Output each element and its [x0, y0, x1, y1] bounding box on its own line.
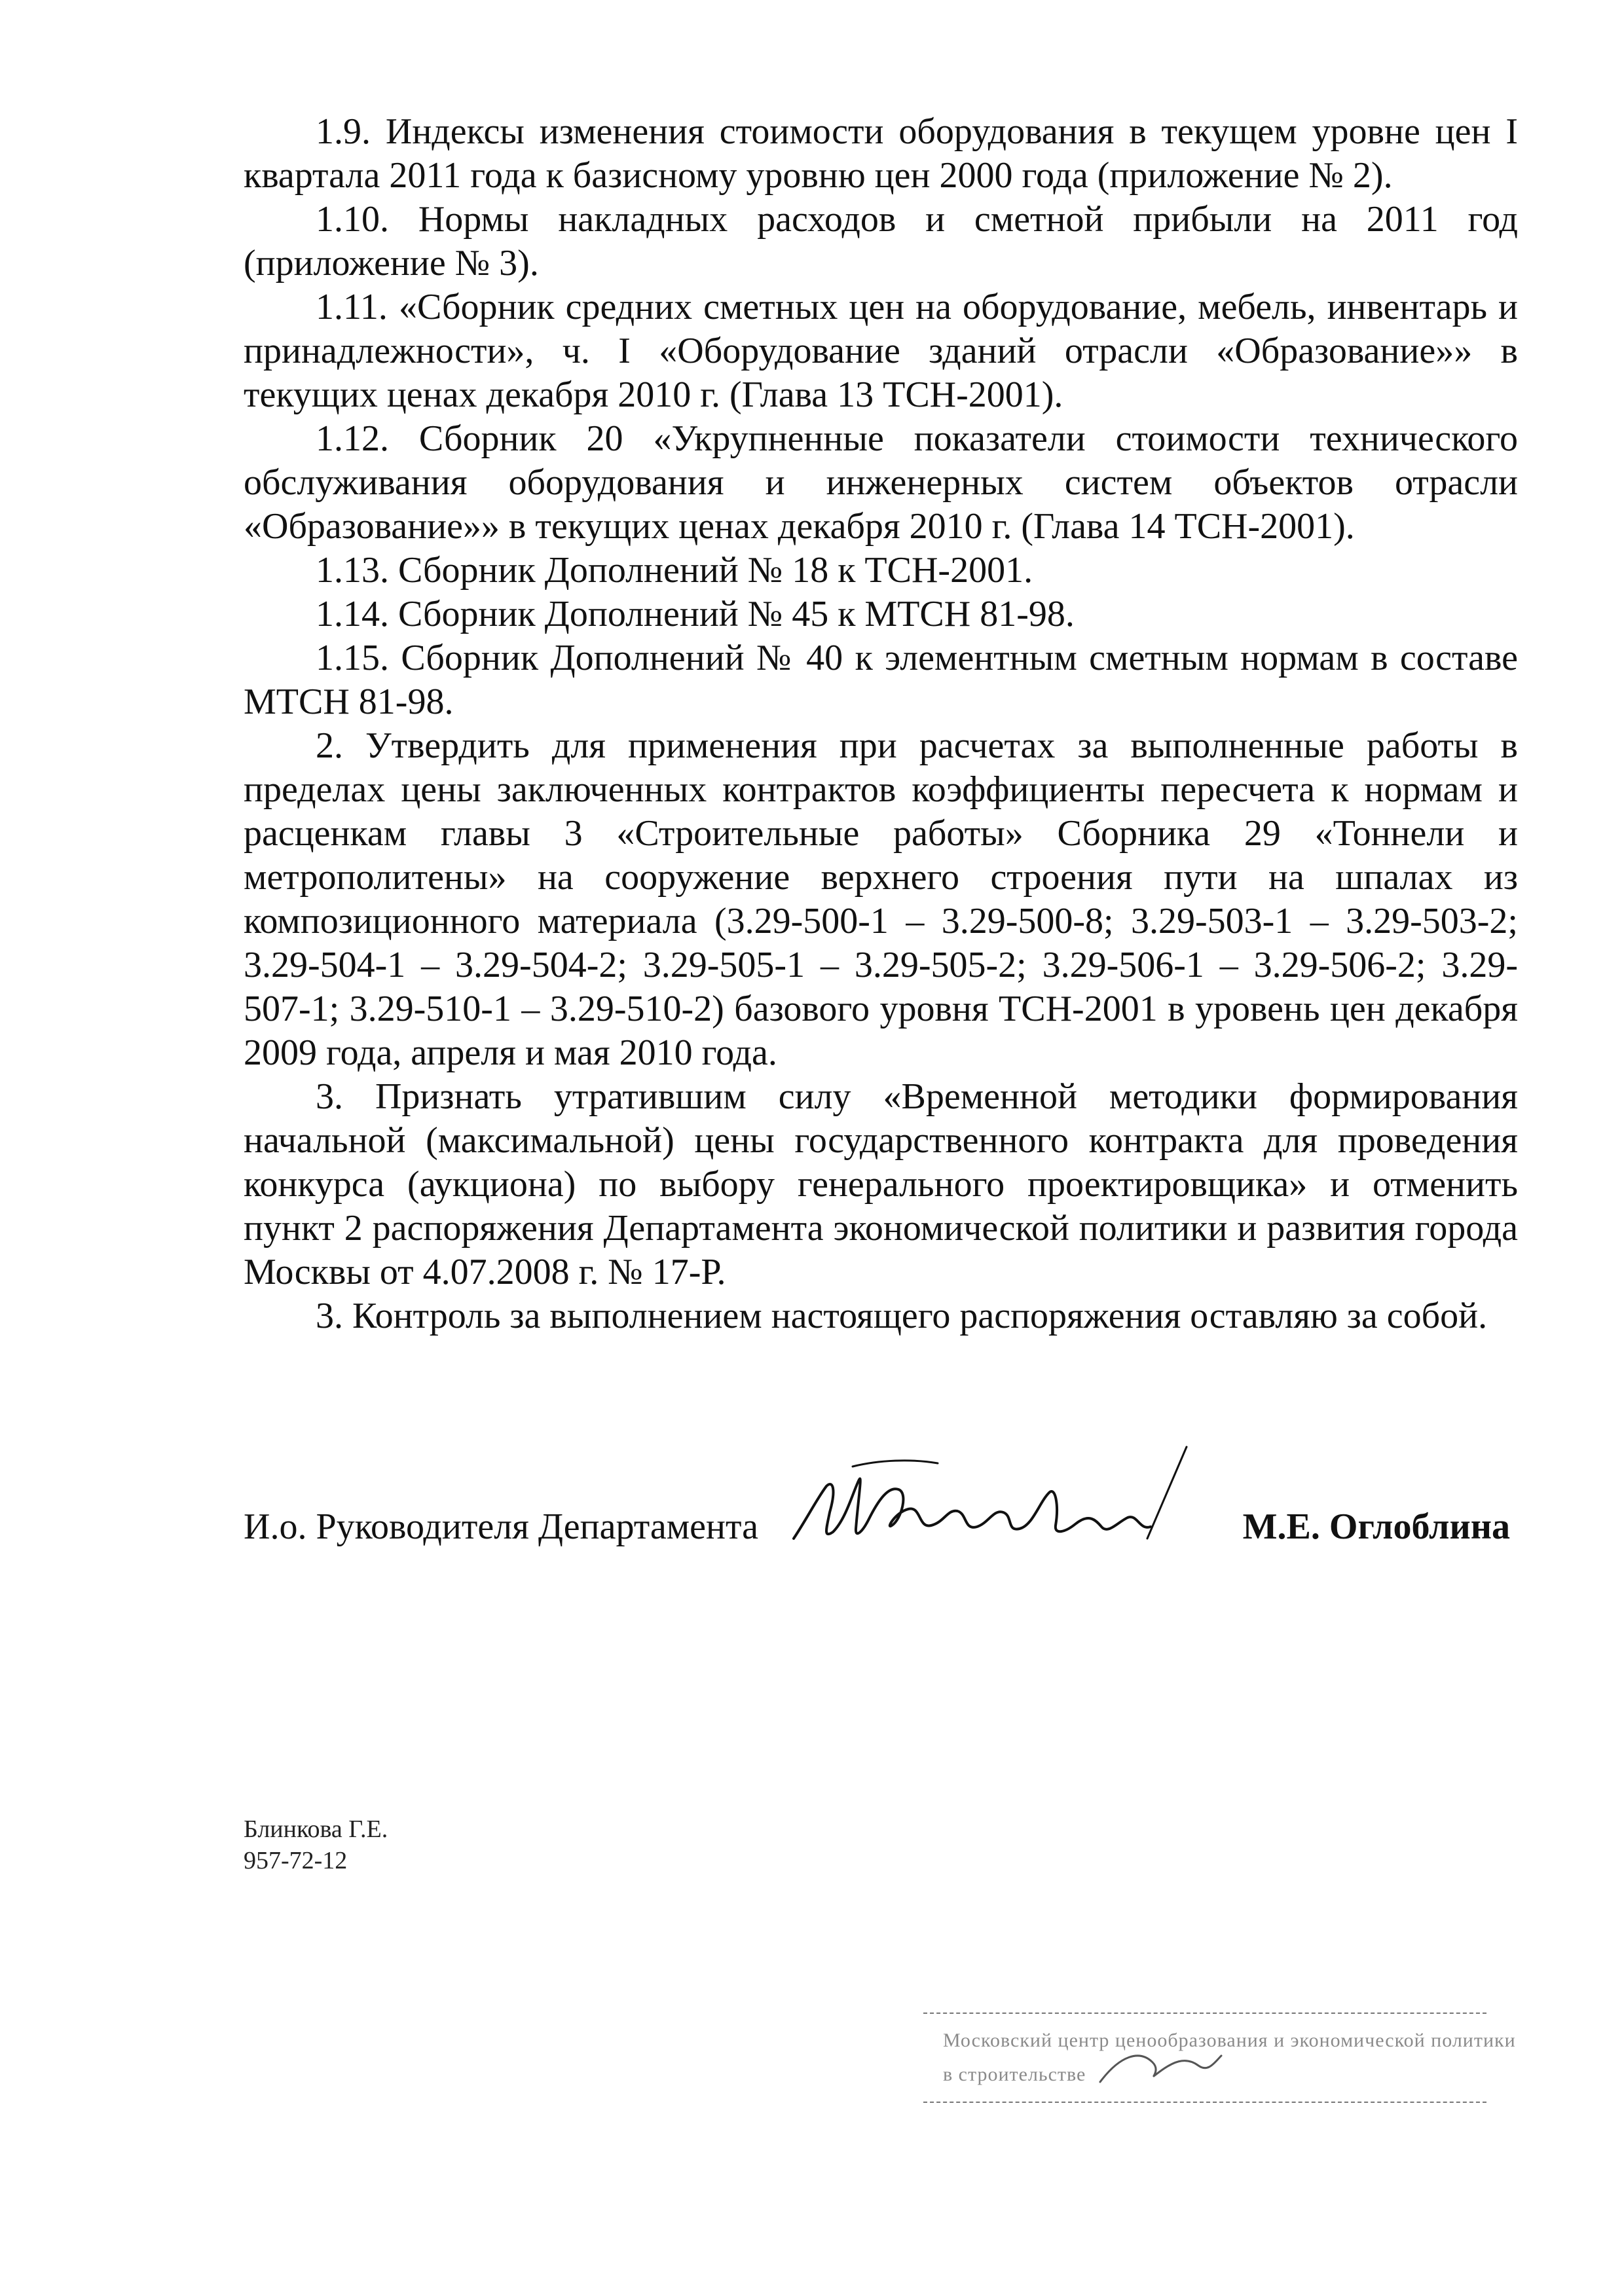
paragraph-1-9: 1.9. Индексы изменения стоимости оборудования в текущем уровне цен I квартала 2011 года к базисному уровню цен 2000 года (приложение № 2).: [244, 111, 1518, 196]
signer-title: И.о. Руководителя Департамента: [244, 1506, 758, 1547]
paragraph-1-14: 1.14. Сборник Дополнений № 45 к МТСН 81-98.: [316, 594, 1075, 634]
paragraph-2: 2. Утвердить для применения при расчетах за выполненные работы в пределах цены заключенных контрактов коэффициенты пересчета к нормам и расценкам главы 3 «Строительные работы» Сборника 29 «Тоннели и метрополитены» на сооружение верхнего строения пути на шпалах из композиционного материала (3.29-500-1 – 3.29-500-8; 3.29-503-1 – 3.29-503-2; 3.29-504-1 – 3.29-504-2; 3.29-505-1 – 3.29-505-2; 3.29-506-1 – 3.29-506-2; 3.29-507-1; 3.29-510-1 – 3.29-510-2) базового уровня ТСН-2001 в уровень цен декабря 2009 года, апреля и мая 2010 года.: [244, 725, 1518, 1073]
paragraph-1-11: 1.11. «Сборник средних сметных цен на оборудование, мебель, инвентарь и принадлежности», ч. I «Оборудование зданий отрасли «Образование»» в текущих ценах декабря 2010 г. (Глава 13 ТСН-2001).: [244, 287, 1518, 415]
registration-stamp: [923, 2010, 1516, 2108]
paragraph-1-10: 1.10. Нормы накладных расходов и сметной прибыли на 2011 год (приложение № 3).: [244, 199, 1518, 283]
paragraph-3-control: 3. Контроль за выполнением настоящего распоряжения оставляю за собой.: [316, 1296, 1488, 1336]
stamp-line-2: в строительстве: [943, 2064, 1086, 2085]
paragraph-3-revoke: 3. Признать утратившим силу «Временной методики формирования начальной (максимальной) цены государственного контракта для проведения конкурса (аукциона) по выбору генерального проектировщика» и отменить пункт 2 распоряжения Департамента экономической политики и развития города Москвы от 4.07.2008 г. № 17-Р.: [244, 1076, 1518, 1292]
paragraph-1-13: 1.13. Сборник Дополнений № 18 к ТСН-2001.: [316, 550, 1033, 591]
executor-phone: 957-72-12: [244, 1847, 348, 1874]
executor-name: Блинкова Г.Е.: [244, 1815, 388, 1843]
stamp-signature: [1094, 2036, 1225, 2095]
stamp-line-1: Московский центр ценообразования и экономической политики: [943, 2030, 1516, 2051]
document-body: [244, 110, 1518, 1338]
signer-name: М.Е. Оглоблина: [1242, 1506, 1510, 1547]
signature-block: [244, 1480, 1518, 1571]
executor-info: [244, 1813, 388, 1876]
stamp-top-line: [923, 2013, 1486, 2014]
paragraph-1-12: 1.12. Сборник 20 «Укрупненные показатели стоимости технического обслуживания оборудования и инженерных систем объектов отрасли «Образование»» в текущих ценах декабря 2010 г. (Глава 14 ТСН-2001).: [244, 418, 1518, 547]
handwritten-signature: [781, 1440, 1200, 1571]
stamp-bottom-line: [923, 2102, 1486, 2103]
paragraph-1-15: 1.15. Сборник Дополнений № 40 к элементным сметным нормам в составе МТСН 81-98.: [244, 638, 1518, 722]
